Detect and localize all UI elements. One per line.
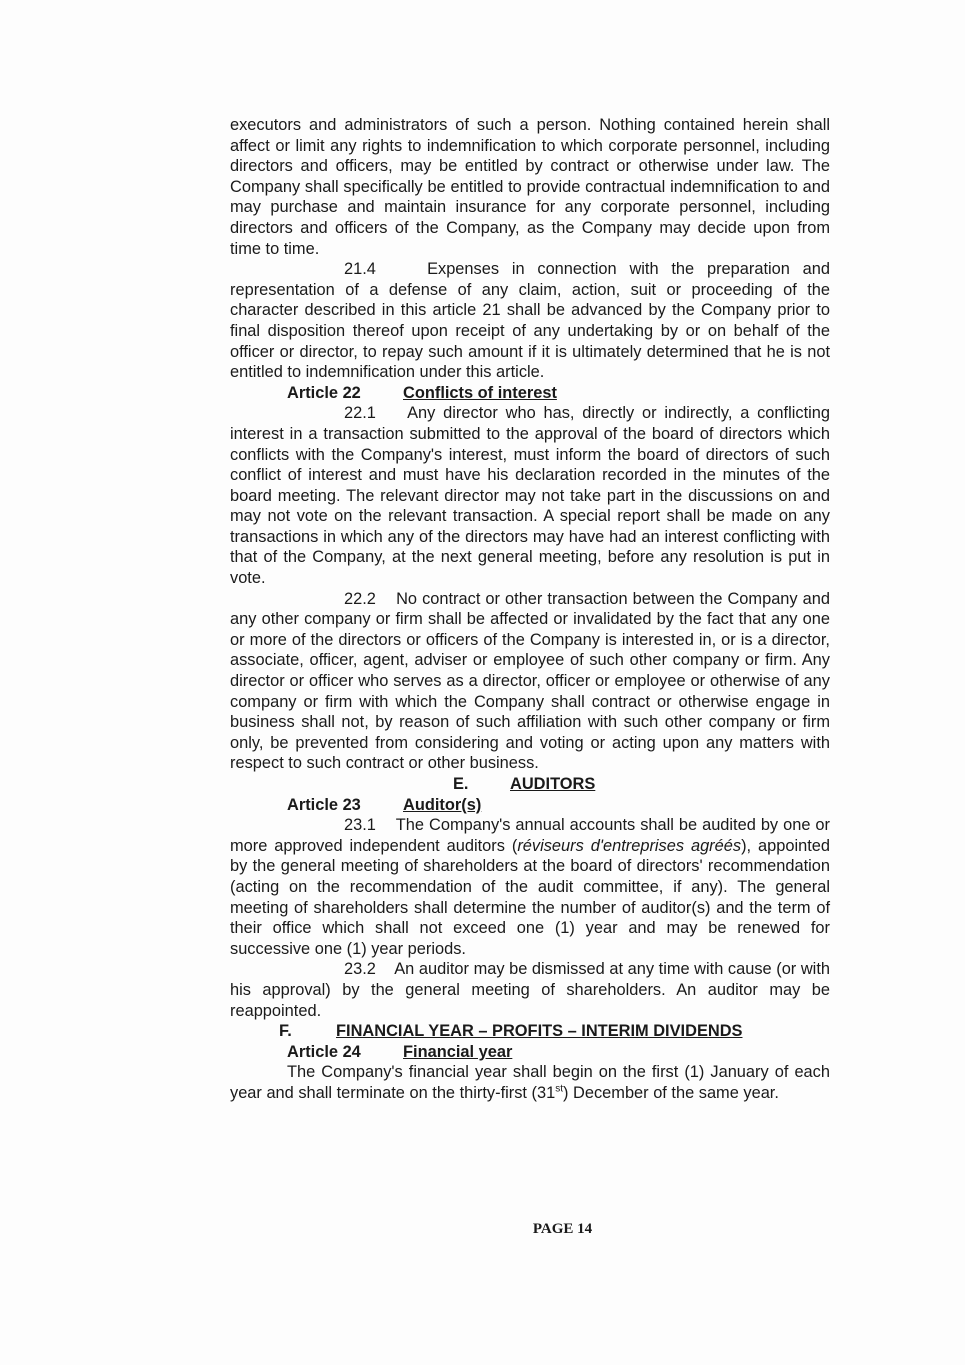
section-title: FINANCIAL YEAR – PROFITS – INTERIM DIVIDENDS bbox=[336, 1022, 743, 1041]
ordinal-suffix: st bbox=[555, 1083, 564, 1095]
clause-text-part-2: ) December of the same year. bbox=[563, 1083, 779, 1102]
section-letter: F. bbox=[279, 1022, 292, 1041]
clause-text-part-1: The Company's financial year shall begin on the first (1) January of each year and shall terminate on the thirty-first (31 bbox=[230, 1063, 830, 1102]
clause-number: 21.4 bbox=[344, 260, 376, 279]
paragraph-22-2 bbox=[230, 589, 830, 774]
article-22-heading bbox=[230, 383, 830, 404]
article-number: Article 22 bbox=[287, 383, 361, 402]
article-title: Conflicts of interest bbox=[403, 383, 557, 402]
article-number: Article 24 bbox=[287, 1042, 361, 1061]
paragraph-21-4 bbox=[230, 259, 830, 383]
clause-text-part-1: The Company's annual accounts shall be audited by one or more approved independent auditors ( bbox=[230, 816, 830, 855]
section-letter: E. bbox=[453, 775, 469, 793]
section-title: AUDITORS bbox=[510, 775, 596, 793]
article-24-heading bbox=[230, 1042, 830, 1063]
clause-text: Expenses in connection with the preparation and representation of a defense of any claim, action, suit or proceeding of the character described in this article 21 shall be advanced by the Company prior to final disposition thereof upon receipt of any undertaking by or on behalf of the officer or director, to repay such amount if it is ultimately determined that he is not entitled to indemnification under this article. bbox=[230, 260, 831, 382]
clause-text: An auditor may be dismissed at any time with cause (or with his approval) by the general meeting of shareholders. An auditor may be reappointed. bbox=[230, 960, 830, 1020]
section-f-heading bbox=[230, 1021, 830, 1042]
document-body bbox=[230, 115, 830, 1104]
article-number: Article 23 bbox=[287, 795, 361, 814]
page-number: PAGE 14 bbox=[532, 1221, 593, 1237]
clause-text: No contract or other transaction between the Company and any other company or firm shall be affected or invalidated by the fact that any one or more of the directors or officers of the Company is interested in, or is a director, associate, officer, agent, adviser or employee of such other company or firm. Any director or officer who serves as a director, officer or employee or otherwise of any company or firm with which the Company shall contract or otherwise engage in business shall not, by reason of such affiliation with such other company or firm only, be prevented from considering and voting or acting upon any matters with respect to such contract or other business. bbox=[230, 589, 831, 773]
article-title: Auditor(s) bbox=[403, 795, 482, 814]
clause-text-italic: réviseurs d'entreprises agréés bbox=[517, 836, 742, 855]
paragraph-21-3-continued: executors and administrators of such a person. Nothing contained herein shall affect or limit any rights to indemnification to which corporate personnel, including directors and officers, may be entitled by contract or otherwise under law. The Company shall specifically be entitled to provide contractual indemnification to and may purchase and maintain insurance for any corporate personnel, including directors and officers of the Company, as the Company may decide upon from time to time. bbox=[230, 116, 830, 258]
paragraph-23-2 bbox=[230, 959, 830, 1021]
paragraph-23-1 bbox=[230, 815, 830, 959]
article-23-heading bbox=[230, 795, 830, 816]
section-e-heading bbox=[230, 774, 830, 795]
clause-number: 22.2 bbox=[344, 589, 376, 608]
clause-number: 23.1 bbox=[344, 816, 376, 835]
paragraph-22-1 bbox=[230, 403, 830, 588]
clause-text: Any director who has, directly or indirectly, a conflicting interest in a transaction submitted to the approval of the board of directors which conflicts with the Company's interest, must inform the board of directors of such conflict of interest and must have his declaration recorded in the minutes of the board meeting. The relevant director may not take part in the discussions on and may not vote on the relevant transaction. A special report shall be made on any transactions in which any of the directors may have had an interest conflicting with that of the Company, at the next general meeting, before any resolution is put in vote. bbox=[230, 404, 830, 588]
clause-number: 22.1 bbox=[344, 404, 376, 423]
paragraph-24 bbox=[230, 1062, 830, 1103]
clause-text-part-2: ), appointed by the general meeting of shareholders at the board of directors' recommendation (acting on the recommendation of the audit committee, if any). The general meeting of shareholders shall determine the number of auditor(s) and the term of their office which shall not exceed one (1) year and may be renewed for successive one (1) year periods. bbox=[230, 836, 830, 958]
article-title: Financial year bbox=[403, 1042, 513, 1061]
clause-number: 23.2 bbox=[344, 960, 376, 979]
